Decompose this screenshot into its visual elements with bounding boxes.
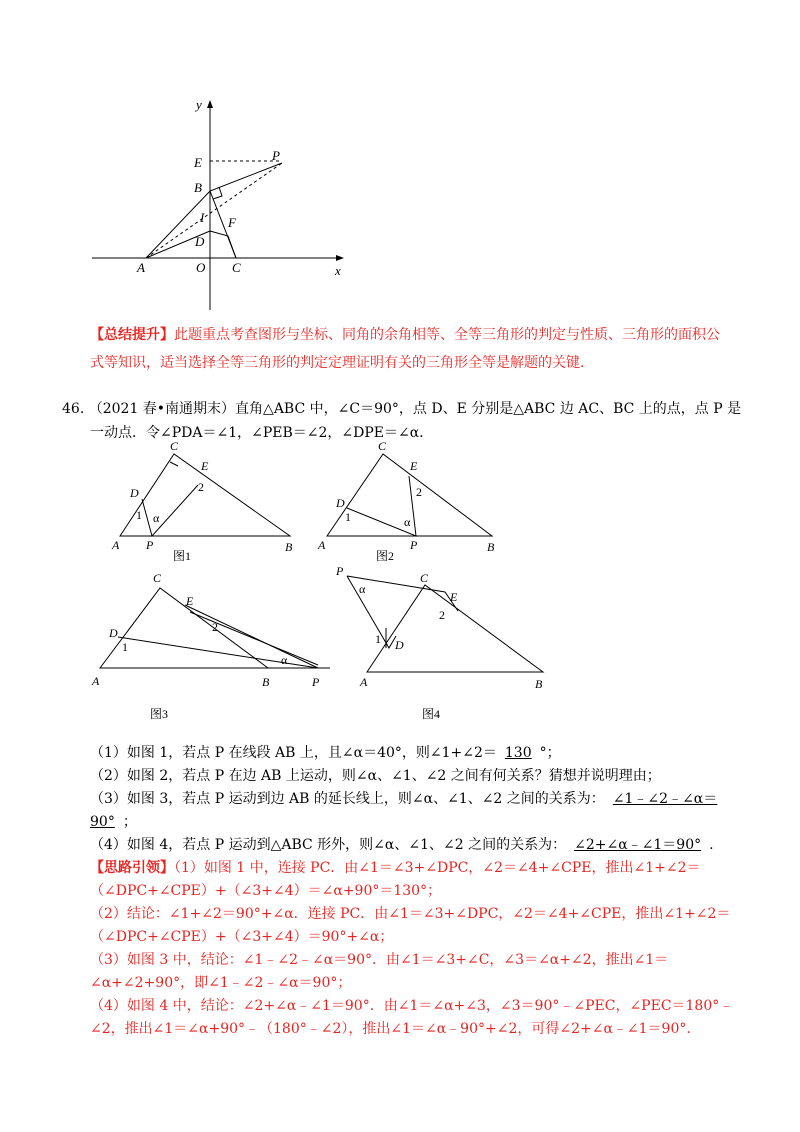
svg-text:2: 2: [198, 480, 204, 494]
point-C-label: C: [232, 260, 241, 275]
svg-text:P: P: [410, 538, 418, 552]
hint-tag: 【思路引领】: [90, 860, 174, 876]
svg-text:E: E: [410, 459, 418, 473]
question-2: （2）如图 2，若点 P 在边 AB 上运动，则∠α、∠1、∠2 之间有何关系？猜想并说明理由；: [90, 768, 661, 784]
svg-text:B: B: [285, 540, 293, 554]
svg-text:C: C: [420, 571, 429, 585]
svg-text:2: 2: [416, 485, 422, 499]
x-axis-label: x: [335, 263, 341, 278]
figure-1: [100, 439, 310, 575]
svg-text:1: 1: [345, 510, 351, 524]
svg-text:α: α: [404, 515, 411, 529]
hint-line-4: （∠DPC+∠CPE）+（∠3+∠4）＝90°+∠α；: [90, 929, 394, 945]
question-4-answer: ∠2+∠α﹣∠1＝90°: [574, 837, 702, 853]
svg-text:D: D: [109, 626, 118, 640]
point-D-label: D: [195, 234, 205, 249]
svg-text:1: 1: [122, 640, 128, 654]
svg-text:D: D: [336, 496, 345, 510]
figure-3-caption: 图3: [150, 707, 169, 721]
question-1-answer: 130: [504, 745, 532, 761]
svg-text:C: C: [170, 439, 179, 453]
summary-line-1: 【总结提升】此题重点考查图形与坐标、同角的余角相等、全等三角形的判定与性质、三角形的面积公: [90, 327, 720, 343]
question-3-answer-b: 90°: [90, 814, 115, 830]
y-axis-label: y: [196, 97, 202, 112]
svg-text:D: D: [395, 638, 404, 652]
question-1: （1）如图 1，若点 P 在线段 AB 上，且∠α＝40°，则∠1+∠2＝ 130 °；: [90, 745, 561, 761]
hint-line-5: （3）如图 3 中，结论：∠1﹣∠2﹣∠α＝90°．由∠1＝∠3+∠C，∠3＝∠α+∠2，推出∠1＝: [90, 952, 669, 968]
svg-text:2: 2: [212, 620, 218, 634]
svg-text:A: A: [112, 538, 120, 552]
point-I-label: I: [200, 210, 205, 225]
svg-text:C: C: [378, 439, 387, 453]
svg-text:C: C: [153, 571, 162, 585]
svg-text:E: E: [450, 590, 458, 604]
svg-text:1: 1: [375, 632, 381, 646]
point-E-label: E: [194, 155, 202, 170]
svg-text:P: P: [336, 564, 344, 578]
figure-2-caption: 图2: [376, 549, 395, 563]
point-B-label: B: [194, 180, 202, 195]
svg-text:A: A: [92, 674, 100, 688]
figure-3: [85, 570, 335, 720]
hint-line-6: ∠α+∠2+90°，即∠1﹣∠2﹣∠α＝90°；: [90, 975, 352, 991]
point-P-label: P: [272, 148, 280, 163]
hint-line-3: （2）结论：∠1+∠2＝90°+∠α．连接 PC．由∠1＝∠3+∠DPC，∠2＝∠4+∠CPE，推出∠1+∠2＝: [90, 906, 731, 922]
svg-text:1: 1: [136, 508, 142, 522]
svg-text:B: B: [535, 677, 543, 691]
hint-line-2: （∠DPC+∠CPE）+（∠3+∠4）＝∠α+90°＝130°；: [90, 883, 442, 899]
figure-4-caption: 图4: [422, 707, 441, 721]
problem-number: 46.: [62, 401, 85, 417]
svg-text:B: B: [487, 540, 495, 554]
svg-text:A: A: [318, 538, 326, 552]
svg-text:α: α: [153, 511, 160, 525]
figure-1-caption: 图1: [173, 549, 192, 563]
point-A-label: A: [137, 260, 145, 275]
svg-text:D: D: [130, 486, 139, 500]
svg-text:α: α: [359, 582, 366, 596]
svg-text:2: 2: [439, 608, 445, 622]
summary-line-2: 式等知识，适当选择全等三角形的判定定理证明有关的三角形全等是解题的关键.: [90, 355, 585, 371]
coordinate-figure: [85, 90, 355, 290]
figure-2: [310, 439, 510, 575]
point-F-label: F: [228, 215, 236, 230]
problem-line-1: 46. （2021 春•南通期末）直角△ABC 中，∠C＝90°，点 D、E 分别是△ABC 边 AC、BC 上的点，点 P 是: [62, 401, 742, 417]
question-3-answer-a: ∠1﹣∠2﹣∠α＝: [612, 791, 718, 807]
hint-line-8: ∠2，推出∠1＝∠α+90°﹣（180°﹣∠2），推出∠1＝∠α﹣90°+∠2，可得∠2+∠α﹣∠1＝90°.: [90, 1021, 691, 1037]
figure-4: [330, 560, 560, 720]
hint-line-1: 【思路引领】（1）如图 1 中，连接 PC．由∠1＝∠3+∠DPC，∠2＝∠4+∠CPE，推出∠1+∠2＝: [90, 860, 701, 876]
svg-text:E: E: [201, 459, 209, 473]
question-3-cont: 90° ；: [90, 814, 137, 830]
point-O-label: O: [196, 260, 206, 275]
svg-text:P: P: [146, 538, 154, 552]
problem-line-2: 一动点．令∠PDA＝∠1，∠PEB＝∠2，∠DPE＝∠α．: [90, 425, 434, 441]
svg-text:α: α: [281, 653, 288, 667]
summary-tag: 【总结提升】: [90, 327, 174, 343]
svg-text:P: P: [312, 675, 320, 689]
question-4: （4）如图 4，若点 P 运动到△ABC 形外，则∠α、∠1、∠2 之间的关系为： ∠2+∠α﹣∠1＝90° .: [90, 837, 714, 853]
svg-text:B: B: [262, 675, 270, 689]
svg-text:E: E: [186, 594, 194, 608]
question-3: （3）如图 3，若点 P 运动到边 AB 的延长线上，则∠α、∠1、∠2 之间的关系为： ∠1﹣∠2﹣∠α＝: [90, 788, 730, 810]
hint-line-7: （4）如图 4 中，结论：∠2+∠α﹣∠1＝90°．由∠1＝∠α+∠3，∠3＝90°﹣∠PEC，∠PEC＝180°﹣: [90, 998, 734, 1014]
svg-text:A: A: [360, 675, 368, 689]
